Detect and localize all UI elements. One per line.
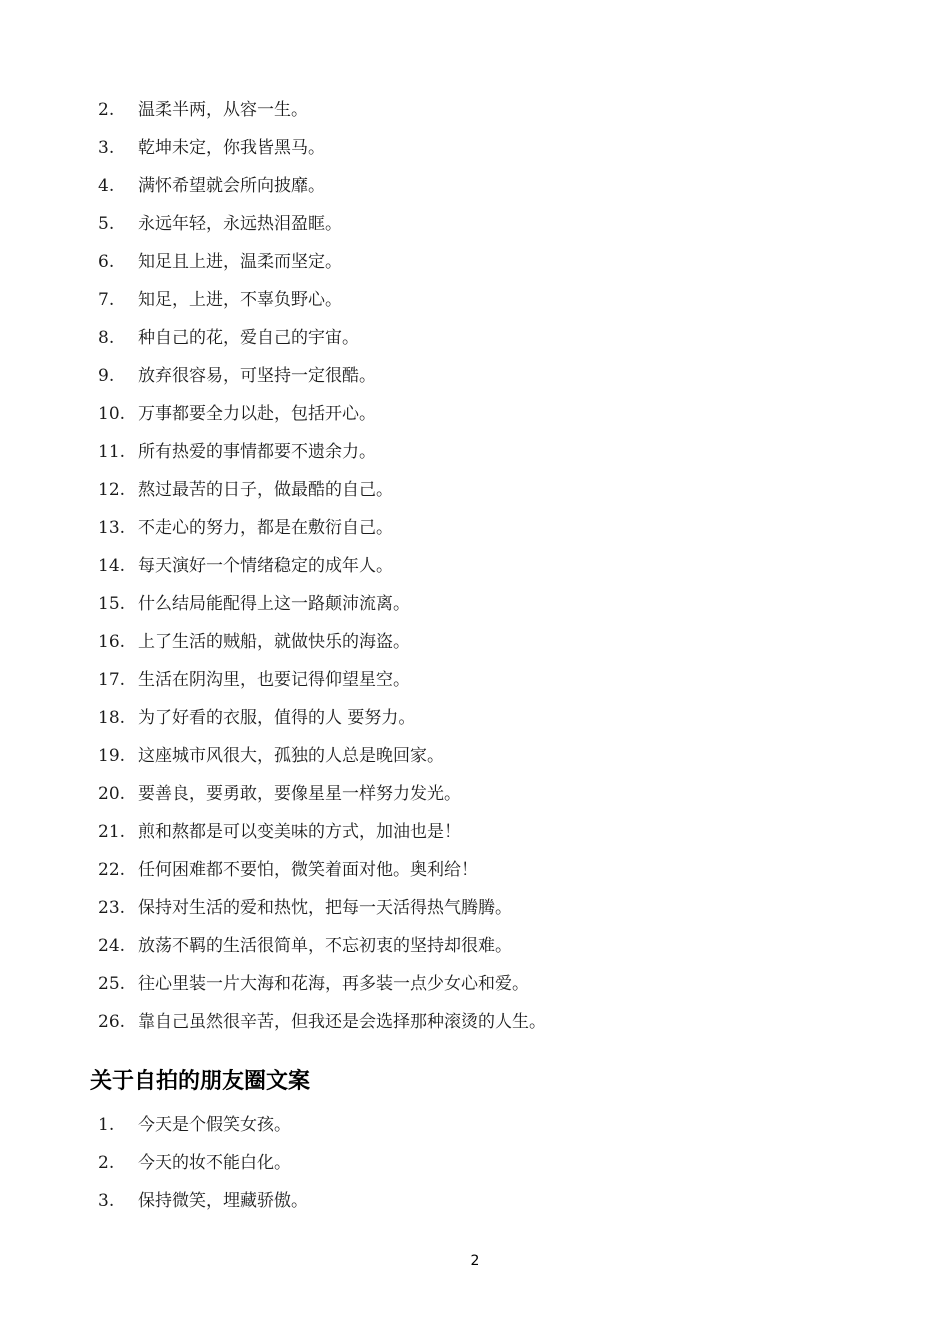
list-item bbox=[0, 623, 950, 661]
list-item bbox=[0, 319, 950, 357]
list-item bbox=[0, 661, 950, 699]
quote-list-2 bbox=[0, 1106, 950, 1220]
list-item bbox=[0, 509, 950, 547]
item-text: 永远年轻，永远热泪盈眶。 bbox=[138, 214, 342, 234]
item-text: 所有热爱的事情都要不遗余力。 bbox=[138, 442, 376, 462]
item-number: 8. bbox=[98, 328, 115, 348]
item-text: 上了生活的贼船，就做快乐的海盗。 bbox=[138, 632, 410, 652]
item-text: 生活在阴沟里，也要记得仰望星空。 bbox=[138, 670, 410, 690]
list-item bbox=[0, 205, 950, 243]
item-number: 11. bbox=[98, 442, 126, 462]
list-item bbox=[0, 471, 950, 509]
item-text: 满怀希望就会所向披靡。 bbox=[138, 176, 325, 196]
item-text: 要善良，要勇敢，要像星星一样努力发光。 bbox=[138, 784, 461, 804]
list-item bbox=[0, 281, 950, 319]
item-text: 往心里装一片大海和花海，再多装一点少女心和爱。 bbox=[138, 974, 529, 994]
list-item bbox=[0, 1106, 950, 1144]
list-item bbox=[0, 927, 950, 965]
list-item bbox=[0, 775, 950, 813]
item-number: 20. bbox=[98, 784, 126, 804]
list-item bbox=[0, 91, 950, 129]
item-text: 这座城市风很大，孤独的人总是晚回家。 bbox=[138, 746, 444, 766]
list-item bbox=[0, 585, 950, 623]
item-number: 12. bbox=[98, 480, 126, 500]
list-item bbox=[0, 243, 950, 281]
item-text: 保持对生活的爱和热忱，把每一天活得热气腾腾。 bbox=[138, 898, 512, 918]
item-number: 6. bbox=[98, 252, 115, 272]
list-item bbox=[0, 851, 950, 889]
list-item bbox=[0, 699, 950, 737]
item-text: 为了好看的衣服，值得的人 要努力。 bbox=[138, 708, 416, 728]
item-number: 17. bbox=[98, 670, 126, 690]
item-number: 3. bbox=[98, 1191, 115, 1211]
item-number: 24. bbox=[98, 936, 126, 956]
item-text: 任何困难都不要怕，微笑着面对他。奥利给！ bbox=[138, 860, 478, 880]
item-text: 乾坤未定，你我皆黑马。 bbox=[138, 138, 325, 158]
item-number: 2. bbox=[98, 1153, 115, 1173]
item-number: 23. bbox=[98, 898, 126, 918]
item-number: 21. bbox=[98, 822, 126, 842]
list-item bbox=[0, 965, 950, 1003]
list-item bbox=[0, 129, 950, 167]
page-number: 2 bbox=[470, 1253, 480, 1269]
list-item bbox=[0, 889, 950, 927]
item-number: 14. bbox=[98, 556, 126, 576]
item-number: 22. bbox=[98, 860, 126, 880]
item-number: 5. bbox=[98, 214, 115, 234]
list-item bbox=[0, 1144, 950, 1182]
item-text: 万事都要全力以赴，包括开心。 bbox=[138, 404, 376, 424]
item-text: 种自己的花，爱自己的宇宙。 bbox=[138, 328, 359, 348]
item-text: 什么结局能配得上这一路颠沛流离。 bbox=[138, 594, 410, 614]
item-number: 1. bbox=[98, 1115, 115, 1135]
item-number: 13. bbox=[98, 518, 126, 538]
list-item bbox=[0, 547, 950, 585]
item-number: 19. bbox=[98, 746, 126, 766]
item-number: 25. bbox=[98, 974, 126, 994]
item-number: 10. bbox=[98, 404, 126, 424]
item-text: 每天演好一个情绪稳定的成年人。 bbox=[138, 556, 393, 576]
item-number: 9. bbox=[98, 366, 115, 386]
item-text: 煎和熬都是可以变美味的方式，加油也是！ bbox=[138, 822, 461, 842]
item-text: 知足，上进，不辜负野心。 bbox=[138, 290, 342, 310]
item-text: 熬过最苦的日子，做最酷的自己。 bbox=[138, 480, 393, 500]
list-item bbox=[0, 167, 950, 205]
item-number: 4. bbox=[98, 176, 115, 196]
list-item bbox=[0, 1182, 950, 1220]
list-item bbox=[0, 1003, 950, 1041]
item-number: 18. bbox=[98, 708, 126, 728]
list-item bbox=[0, 737, 950, 775]
item-text: 温柔半两，从容一生。 bbox=[138, 100, 308, 120]
item-text: 靠自己虽然很辛苦，但我还是会选择那种滚烫的人生。 bbox=[138, 1012, 546, 1032]
item-text: 保持微笑，埋藏骄傲。 bbox=[138, 1191, 308, 1211]
list-item bbox=[0, 433, 950, 471]
list-item bbox=[0, 813, 950, 851]
item-number: 26. bbox=[98, 1012, 126, 1032]
item-text: 今天是个假笑女孩。 bbox=[138, 1115, 291, 1135]
list-item bbox=[0, 395, 950, 433]
item-number: 16. bbox=[98, 632, 126, 652]
item-text: 不走心的努力，都是在敷衍自己。 bbox=[138, 518, 393, 538]
item-number: 3. bbox=[98, 138, 115, 158]
section-heading: 关于自拍的朋友圈文案 bbox=[90, 1069, 311, 1094]
item-number: 7. bbox=[98, 290, 115, 310]
list-item bbox=[0, 357, 950, 395]
item-number: 15. bbox=[98, 594, 126, 614]
item-text: 放弃很容易，可坚持一定很酷。 bbox=[138, 366, 376, 386]
quote-list-1 bbox=[0, 91, 950, 1041]
item-text: 今天的妆不能白化。 bbox=[138, 1153, 291, 1173]
item-text: 放荡不羁的生活很简单，不忘初衷的坚持却很难。 bbox=[138, 936, 512, 956]
item-number: 2. bbox=[98, 100, 115, 120]
item-text: 知足且上进，温柔而坚定。 bbox=[138, 252, 342, 272]
